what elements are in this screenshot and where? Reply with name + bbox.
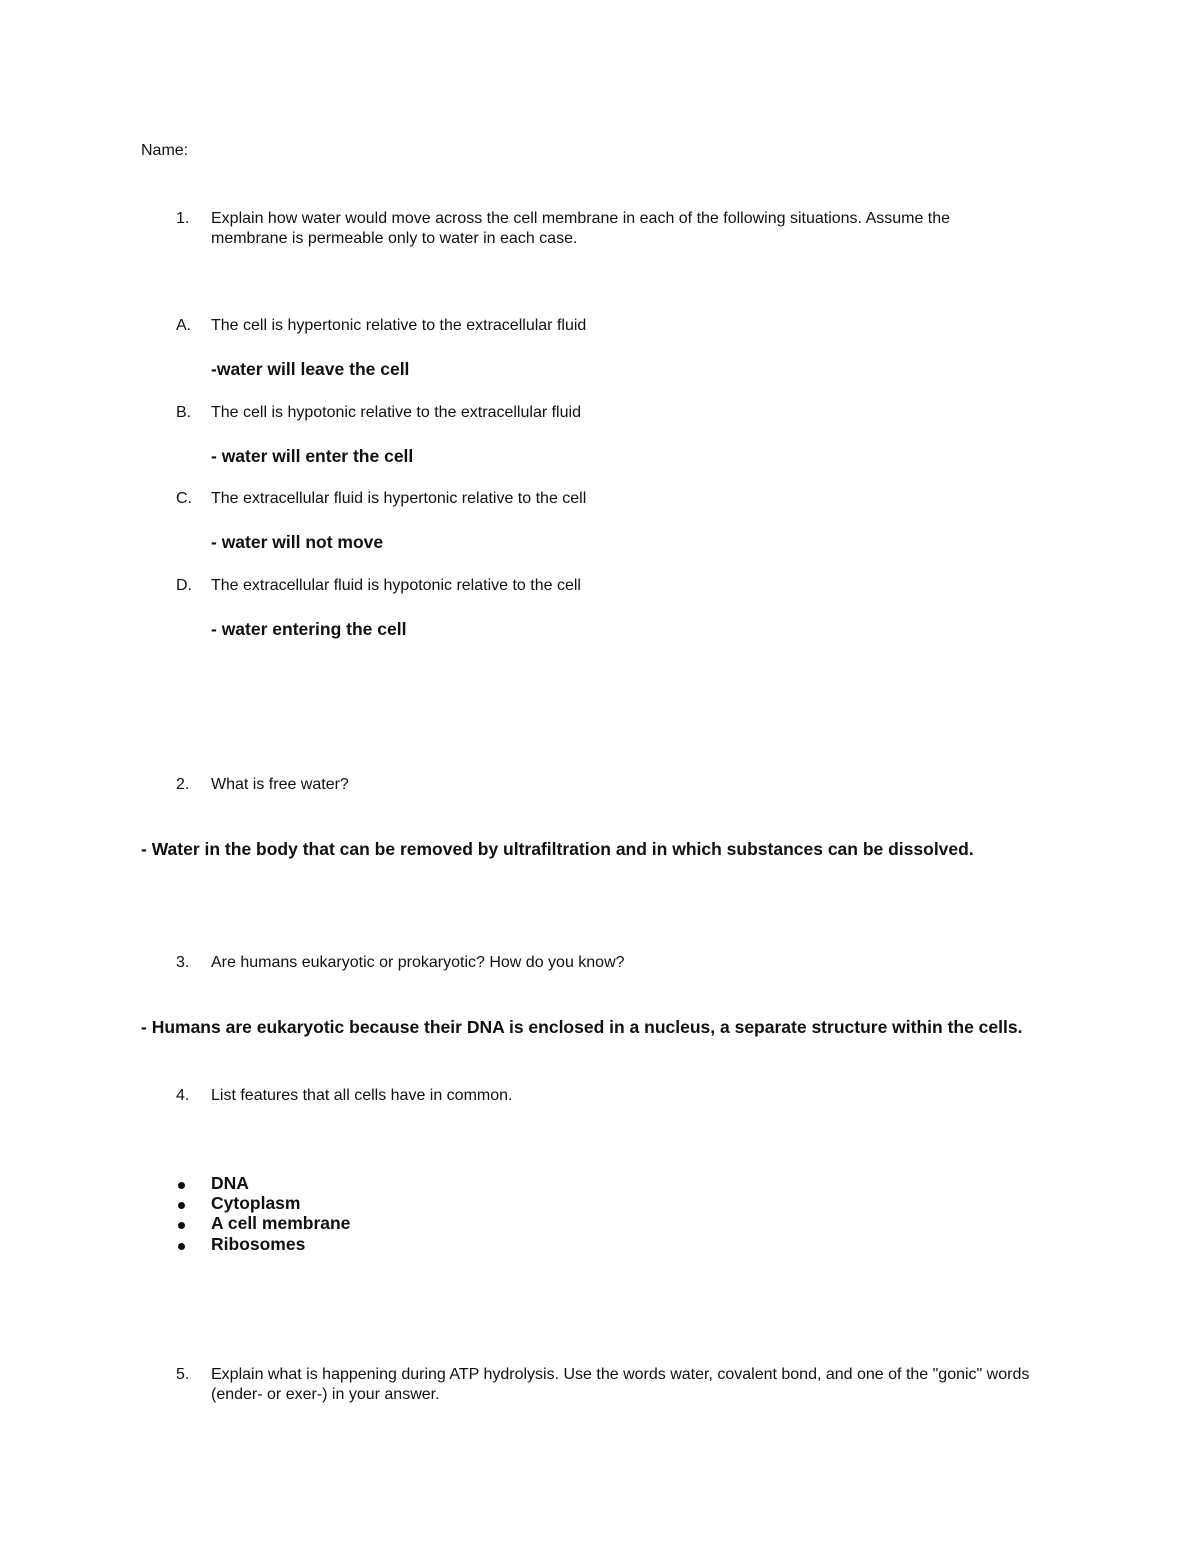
question-1c-text: The extracellular fluid is hypertonic relative to the cell [211,490,587,507]
name-label: Name: [141,142,189,159]
bullet-dot-icon [178,1222,185,1229]
question-3-answer: - Humans are eukaryotic because their DNA is enclosed in a nucleus, a separate structure within the cells. [141,1017,1023,1037]
question-1c-letter: C. [176,490,192,507]
question-1b-letter: B. [176,404,192,421]
bullet-dot-icon [178,1182,185,1189]
list-item: Cytoplasm [211,1193,301,1213]
question-5-number: 5. [176,1366,190,1383]
question-3-text: Are humans eukaryotic or prokaryotic? How do you know? [211,954,625,971]
question-2-answer: - Water in the body that can be removed by ultrafiltration and in which substances can be dissolved. [141,839,974,859]
question-1b-answer: - water will enter the cell [211,446,414,466]
question-1d-letter: D. [176,577,192,594]
bullet-dot-icon [178,1202,185,1209]
list-item: A cell membrane [211,1213,351,1233]
list-item: DNA [211,1173,249,1193]
question-4-text: List features that all cells have in common. [211,1087,513,1104]
question-1-number: 1. [176,210,190,227]
question-1a-letter: A. [176,317,192,334]
question-1a-text: The cell is hypertonic relative to the extracellular fluid [211,317,587,334]
question-2-number: 2. [176,776,190,793]
question-1b-text: The cell is hypotonic relative to the extracellular fluid [211,404,581,421]
question-5-text: Explain what is happening during ATP hydrolysis. Use the words water, covalent bond, and one of the "gonic" words (ender- or exer-) in your answer. [211,1366,1030,1403]
question-1d-text: The extracellular fluid is hypotonic relative to the cell [211,577,581,594]
question-1c-answer: - water will not move [211,532,384,552]
list-item: Ribosomes [211,1234,306,1254]
question-3-number: 3. [176,954,190,971]
question-1d-answer: - water entering the cell [211,619,407,639]
question-1-text: Explain how water would move across the cell membrane in each of the following situations. Assume the membrane is permeable only to water in each case. [211,210,951,247]
bullet-dot-icon [178,1243,185,1250]
question-2-text: What is free water? [211,776,349,793]
question-1a-answer: -water will leave the cell [211,359,410,379]
question-4-number: 4. [176,1087,190,1104]
